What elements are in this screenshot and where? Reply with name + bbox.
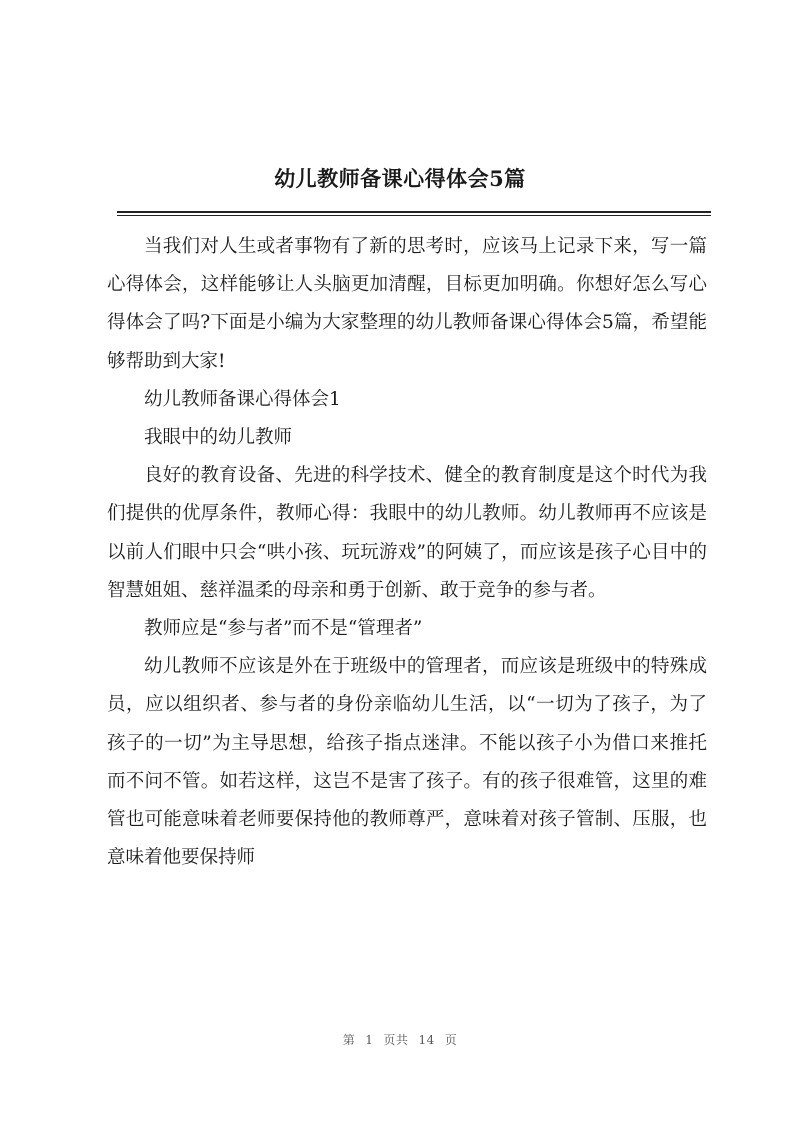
section-heading: 幼儿教师备课心得体会1 <box>144 388 341 410</box>
title-divider <box>117 211 711 216</box>
page-unit: 页共 <box>383 1033 409 1047</box>
subsection-heading: 教师应是“参与者”而不是“管理者” <box>144 618 423 640</box>
document-body <box>107 228 707 877</box>
document-title: 幼儿教师备课心得体会5篇 <box>274 166 526 191</box>
page-number: 1 <box>365 1033 374 1047</box>
total-pages: 14 <box>418 1033 435 1047</box>
intro-paragraph: 当我们对人生或者事物有了新的思考时，应该马上记录下来，写一篇心得体会，这样能够让人头脑更加清醒，目标更加明确。你想好怎么写心得体会了吗?下面是小编为大家整理的幼儿教师备课心得体会5篇，希望能够帮助到大家! <box>107 236 707 372</box>
total-unit: 页 <box>444 1033 458 1047</box>
subsection-heading: 我眼中的幼儿教师 <box>144 427 293 449</box>
page-label: 第 <box>342 1033 356 1047</box>
body-paragraph: 幼儿教师不应该是外在于班级中的管理者，而应该是班级中的特殊成员，应以组织者、参与者的身份亲临幼儿生活，以“一切为了孩子，为了孩子的一切”为主导思想，给孩子指点迷津。不能以孩子小为借口来推托而不问不管。如若这样，这岂不是害了孩子。有的孩子很难管，这里的难管也可能意味着老师要保持他的教师尊严，意味着对孩子管制、压服，也意味着他要保持师 <box>107 656 707 869</box>
body-paragraph: 良好的教育设备、先进的科学技术、健全的教育制度是这个时代为我们提供的优厚条件，教师心得：我眼中的幼儿教师。幼儿教师再不应该是以前人们眼中只会“哄小孩、玩玩游戏”的阿姨了，而应该是孩子心目中的智慧姐姐、慈祥温柔的母亲和勇于创新、敢于竞争的参与者。 <box>107 465 707 601</box>
page-footer <box>0 1031 800 1048</box>
